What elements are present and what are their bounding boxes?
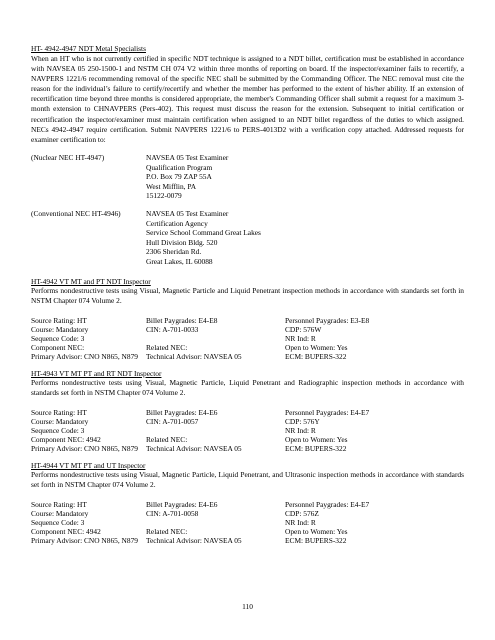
entry-field: Primary Advisor: CNO N865, N879: [31, 536, 138, 545]
entry-field: NR Ind: R: [285, 334, 316, 343]
address-line: 2306 Sheridan Rd.: [146, 247, 202, 256]
entry-field: Technical Advisor: NAVSEA 05: [146, 444, 242, 453]
entry-field: Course: Mandatory: [31, 509, 89, 518]
entry-title: HT-4943 VT MT PT and RT NDT Inspector: [31, 369, 162, 378]
entry-field: ECM: BUPERS-322: [285, 536, 347, 545]
entry-field: Sequence Code: 3: [31, 426, 85, 435]
address-line: Service School Command Great Lakes: [146, 228, 261, 237]
address-label-conventional: (Conventional NEC HT-4946): [31, 209, 121, 218]
entry-field: Personnel Paygrades: E4-E7: [285, 500, 370, 509]
entry-field: Personnel Paygrades: E3-E8: [285, 316, 370, 325]
entry-field: CIN: A-701-0057: [146, 417, 199, 426]
entry-field: Sequence Code: 3: [31, 518, 85, 527]
address-line: NAVSEA 05 Test Examiner: [146, 209, 229, 218]
entry-field: Course: Mandatory: [31, 325, 89, 334]
entry-field: Source Rating: HT: [31, 408, 87, 417]
entry-description: Performs nondestructive tests using Visual, Magnetic Particle and Liquid Penetrant inspection methods in accordance with standards set forth in NSTM Chapter 074 Volume 2.: [31, 286, 464, 306]
entry-field: ECM: BUPERS-322: [285, 444, 347, 453]
entry-field: Billet Paygrades: E4-E6: [146, 408, 218, 417]
entry-field: CDP: 576W: [285, 325, 322, 334]
entry-field: Sequence Code: 3: [31, 334, 85, 343]
entry-field: Open to Women: Yes: [285, 435, 348, 444]
entry-field: Open to Women: Yes: [285, 343, 348, 352]
entry-field: NR Ind: R: [285, 518, 316, 527]
entry-field: Related NEC:: [146, 435, 188, 444]
entry-description: Performs nondestructive tests using Visual, Magnetic Particle, Liquid Penetrant, and Ultrasonic inspection methods in accordance with standards set forth in NSTM Chapter 074 Volume 2.: [31, 470, 464, 490]
address-line: Hull Division Bldg. 520: [146, 237, 218, 247]
address-block-nuclear: [146, 153, 228, 201]
entry-field: Component NEC: 4942: [31, 527, 101, 536]
entry-field: CDP: 576Y: [285, 417, 320, 426]
entry-field: CIN: A-701-0033: [146, 325, 199, 334]
entry-field: Billet Paygrades: E4-E6: [146, 500, 218, 509]
entry-field: Billet Paygrades: E4-E8: [146, 316, 218, 325]
address-line: Certification Agency: [146, 218, 208, 228]
address-block-conventional: [146, 209, 261, 266]
section-heading: HT- 4942-4947 NDT Metal Specialists: [31, 44, 146, 53]
entry-field: Technical Advisor: NAVSEA 05: [146, 536, 242, 545]
entry-field: CIN: A-701-0058: [146, 509, 199, 518]
entry-field: ECM: BUPERS-322: [285, 352, 347, 361]
entry-field: NR Ind: R: [285, 426, 316, 435]
entry-field: Related NEC:: [146, 527, 188, 536]
address-line: NAVSEA 05 Test Examiner: [146, 153, 229, 162]
entry-field: Primary Advisor: CNO N865, N879: [31, 352, 138, 361]
entry-field: CDP: 576Z: [285, 509, 319, 518]
address-line: 15122-0079: [146, 191, 182, 200]
entry-field: Source Rating: HT: [31, 500, 87, 509]
entry-field: Component NEC: 4942: [31, 435, 101, 444]
entry-field: Open to Women: Yes: [285, 527, 348, 536]
page-number: 110: [242, 602, 253, 611]
entry-field: Primary Advisor: CNO N865, N879: [31, 444, 138, 453]
address-label-nuclear: (Nuclear NEC HT-4947): [31, 153, 105, 162]
entry-field: Component NEC:: [31, 343, 85, 352]
address-line: Great Lakes, IL 60088: [146, 256, 213, 266]
entry-description: Performs nondestructive tests using Visual, Magnetic Particle, Liquid Penetrant and Radiographic inspection methods in accordance with standards set forth in NSTM Chapter 074 Volume 2.: [31, 378, 464, 398]
certification-paragraph: When an HT who is not currently certified in specific NDT technique is assigned to a NDT billet, certification must be established in accordance with NAVSEA 05 250-1500-1 and NSTM CH 074 V2 within three months of reporting on board. If the inspector/examiner fails to recertify, a NAVPERS 1221/6 recommending removal of the specific NEC shall be submitted by the Commanding Officer. The NEC removal must cite the reason for the individual’s failure to certify/recertify and whether the member has performed to the extent of his/her ability. If an extension of recertification time beyond three months is considered appropriate, the member's Commanding Officer shall submit a request for a maximum 3-month extension to CHNAVPERS (Pers-402). This request must discuss the reason for the extension. Subsequent to initial certification or recertification the inspector/examiner must maintain certification when assigned to an NDT billet regardless of the duties to which assigned. NECs 4942-4947 require certification. Submit NAVPERS 1221/6 to PERS-4013D2 with a verification copy attached. Addressed requests for examiner certification to:: [31, 54, 464, 144]
entry-field: Source Rating: HT: [31, 316, 87, 325]
entry-field: Personnel Paygrades: E4-E7: [285, 408, 370, 417]
address-line: West Mifflin, PA: [146, 181, 197, 191]
entry-field: Course: Mandatory: [31, 417, 89, 426]
entry-title: HT-4942 VT MT and PT NDT Inspector: [31, 277, 151, 286]
entry-field: Technical Advisor: NAVSEA 05: [146, 352, 242, 361]
entry-field: Related NEC:: [146, 343, 188, 352]
address-line: P.O. Box 79 ZAP 55A: [146, 172, 212, 181]
address-line: Qualification Program: [146, 162, 213, 172]
entry-title: HT-4944 VT MT PT and UT Inspector: [31, 461, 146, 470]
